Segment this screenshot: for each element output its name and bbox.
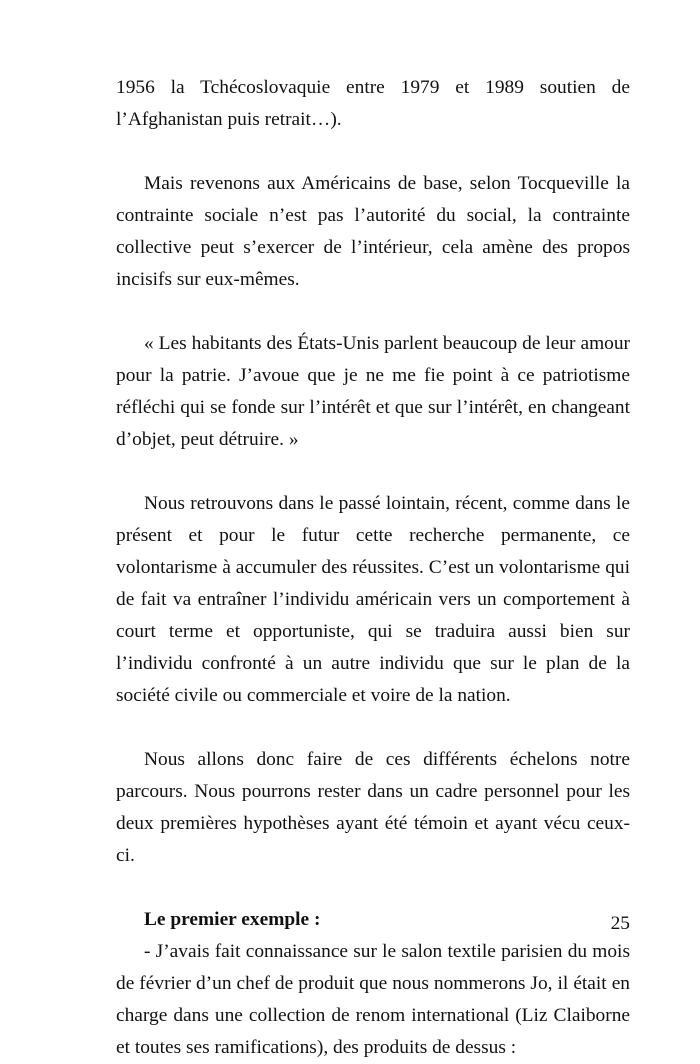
paragraph-parcours: Nous allons donc faire de ces différents échelons notre parcours. Nous pourrons rester dans un cadre personnel pour les deux premières hypothèses ayant été témoin et ayant vécu ceux-ci. bbox=[116, 749, 630, 866]
page-number: 25 bbox=[610, 913, 630, 934]
paragraph-tocqueville: Mais revenons aux Américains de base, selon Tocqueville la contrainte sociale n’est pas l’autorité du social, la contrainte collective peut s’exercer de l’intérieur, cela amène des propos incisifs sur eux-mêmes. bbox=[116, 173, 630, 290]
paragraph-quote: « Les habitants des États-Unis parlent beaucoup de leur amour pour la patrie. J’avoue que je ne me fie point à ce patriotisme réfléchi qui se fonde sur l’intérêt et que sur l’intérêt, en changeant d’objet, peut détruire. » bbox=[116, 333, 630, 450]
paragraph-example: - J’avais fait connaissance sur le salon textile parisien du mois de février d’un chef de produit que nous nommerons Jo, il était en charge dans une collection de renom international (Liz Claiborne et toutes ses ramifications), des produits de dessus : bbox=[116, 941, 630, 1058]
paragraph-continuation: 1956 la Tchécoslovaquie entre 1979 et 1989 soutien de l’Afghanistan puis retrait…). bbox=[116, 77, 630, 130]
section-heading: Le premier exemple : bbox=[144, 909, 321, 930]
body-text bbox=[116, 72, 630, 1064]
paragraph-volontarisme: Nous retrouvons dans le passé lointain, récent, comme dans le présent et pour le futur cette recherche permanente, ce volontarisme à accumuler des réussites. C’est un volontarisme qui de fait va entraîner l’individu américain vers un comportement à court terme et opportuniste, qui se traduira aussi bien sur l’individu confronté à un autre individu que sur le plan de la société civile ou commerciale et voire de la nation. bbox=[116, 493, 630, 706]
